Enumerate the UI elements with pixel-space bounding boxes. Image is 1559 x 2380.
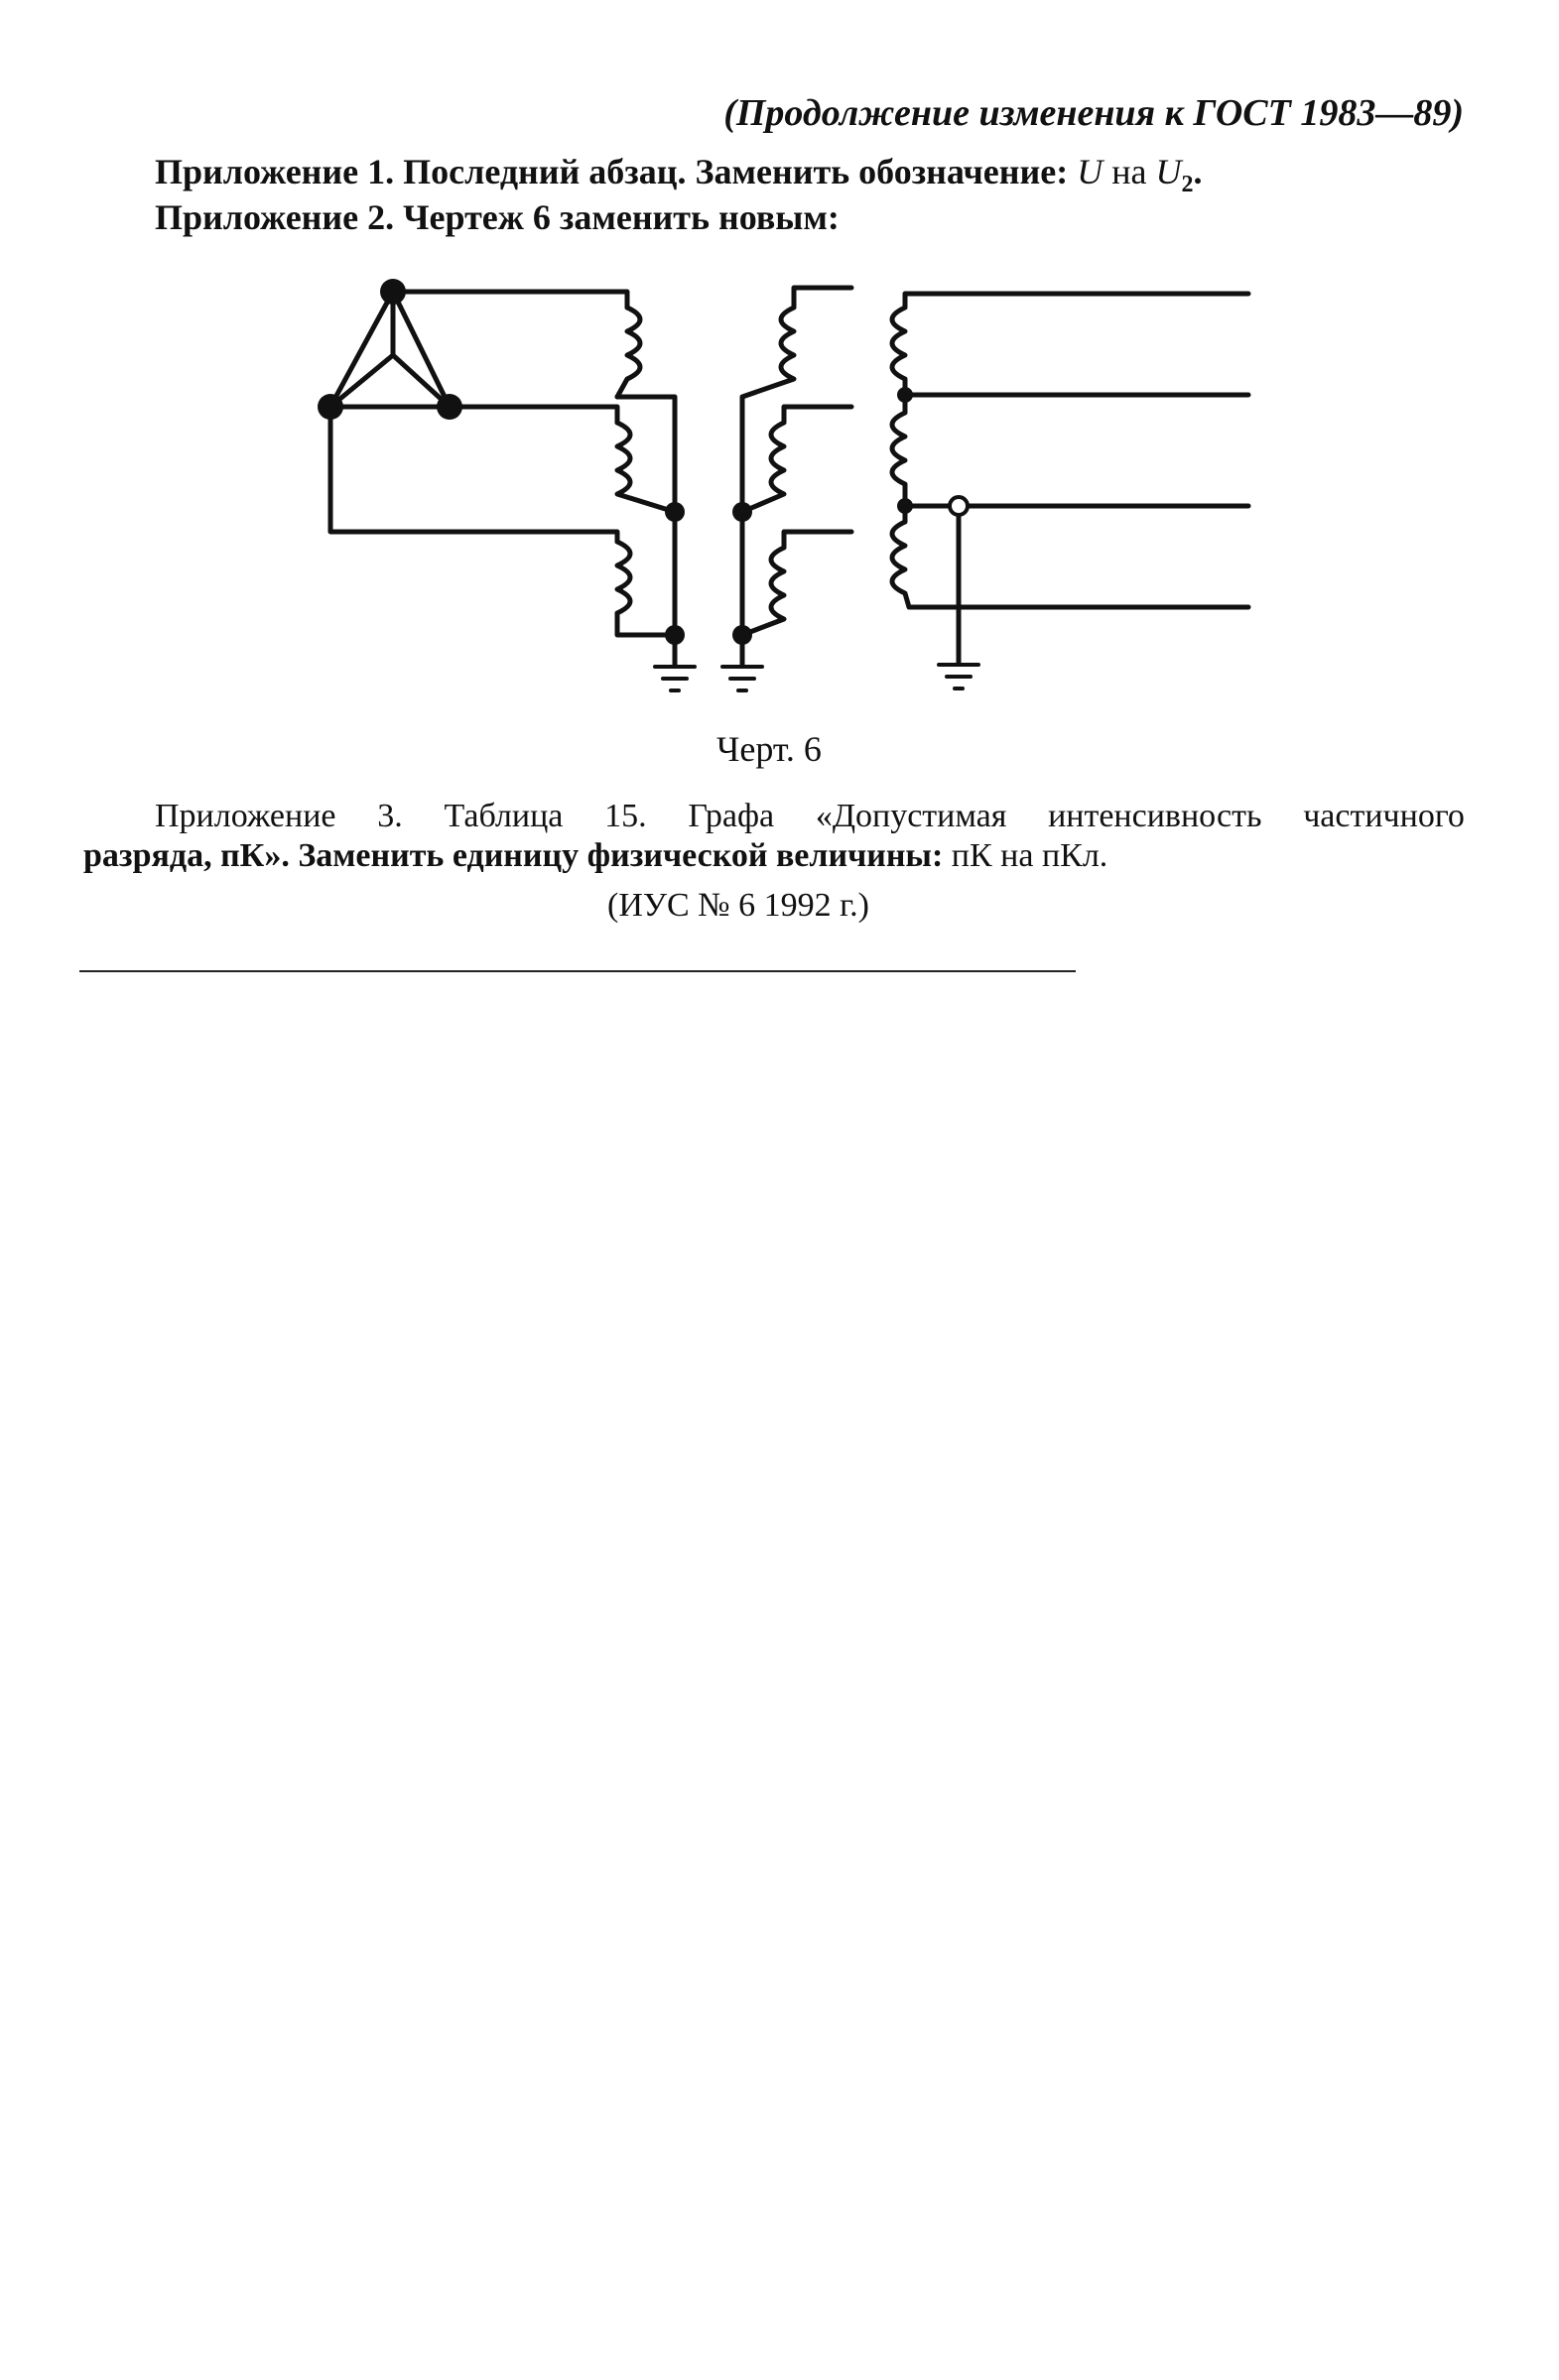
appendix-3-note-line-1	[155, 798, 1465, 835]
transformer-diagram	[298, 270, 1270, 716]
primary-coil-1	[617, 308, 640, 397]
terminal-dot	[950, 497, 968, 515]
junction-dot	[897, 498, 913, 514]
junction-dot	[732, 625, 752, 645]
primary-coil-3	[617, 542, 675, 635]
appendix-3-word: частичного	[1303, 798, 1465, 834]
junction-dot	[665, 625, 685, 645]
symbol-u2-subscript: 2	[1181, 172, 1194, 197]
continuation-header: (Продолжение изменения к ГОСТ 1983—89)	[723, 92, 1464, 134]
junction-dot	[665, 502, 685, 522]
symbol-u: U	[1077, 152, 1104, 191]
appendix-3-word: интенсивность	[1048, 798, 1262, 834]
appendix-1-period: .	[1193, 152, 1203, 191]
output-winding-3	[892, 506, 1248, 607]
output-winding-1	[892, 294, 1248, 395]
secondary-coil-1	[742, 288, 851, 512]
star-connection	[330, 292, 450, 407]
ground-icon	[939, 665, 978, 689]
junction-dot	[318, 394, 343, 420]
appendix-2-note: Приложение 2. Чертеж 6 заменить новым:	[155, 197, 840, 237]
primary-line-b	[330, 407, 617, 423]
appendix-3-unit-change: пК на пКл.	[951, 837, 1108, 874]
appendix-3-word: Графа	[688, 798, 775, 834]
junction-dot	[380, 279, 406, 305]
output-winding-2	[892, 395, 1248, 506]
primary-line-a	[393, 292, 627, 308]
appendix-3-word: «Допустимая	[815, 798, 1007, 834]
junction-dot	[437, 394, 462, 420]
junction-dot	[897, 387, 913, 403]
appendix-1-text: Приложение 1. Последний абзац. Заменить обозначение:	[155, 152, 1078, 191]
appendix-3-bold-text: разряда, пК». Заменить единицу физической величины:	[83, 837, 952, 874]
junction-dot	[732, 502, 752, 522]
appendix-3-word: Приложение	[155, 798, 336, 834]
primary-coil-2	[617, 423, 675, 512]
ground-icon	[655, 667, 695, 690]
appendix-3-note-line-2	[83, 837, 1107, 875]
appendix-3-word: 3.	[377, 798, 403, 834]
figure-caption: Черт. 6	[716, 729, 822, 769]
ground-icon	[722, 667, 762, 690]
primary-line-c	[330, 407, 617, 542]
source-reference: (ИУС № 6 1992 г.)	[607, 887, 869, 924]
appendix-1-connector: на	[1103, 152, 1156, 191]
appendix-3-word: 15.	[604, 798, 647, 834]
secondary-coil-2	[742, 407, 851, 512]
appendix-1-note	[155, 151, 1203, 197]
symbol-u2: U	[1155, 152, 1182, 191]
secondary-coil-3	[742, 512, 851, 635]
appendix-3-word: Таблица	[444, 798, 564, 834]
bottom-divider	[79, 970, 1076, 972]
